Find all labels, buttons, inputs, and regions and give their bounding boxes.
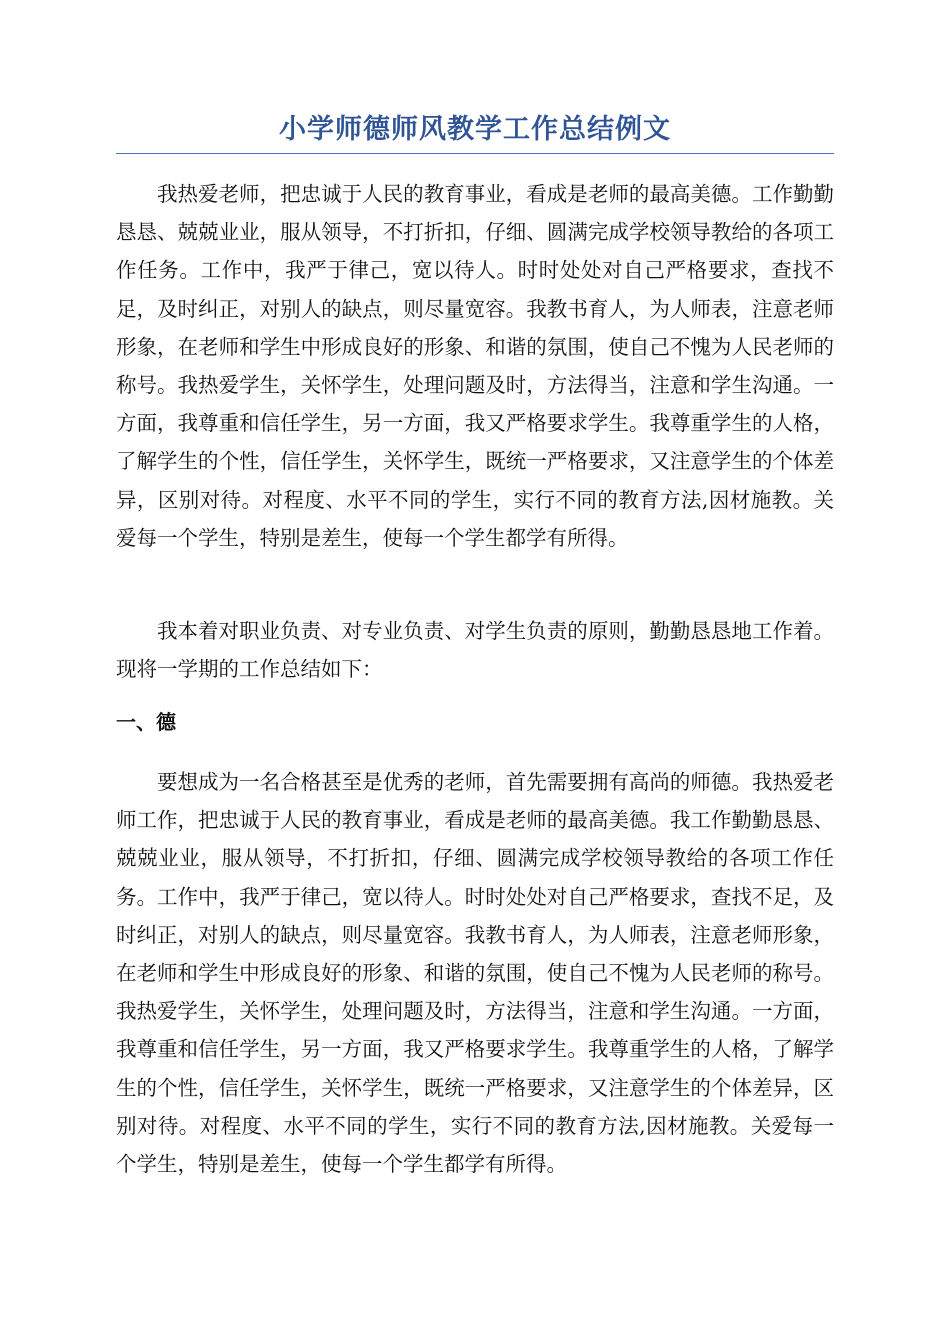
paragraph-intro: 我热爱老师，把忠诚于人民的教育事业，看成是老师的最高美德。工作勤勤恳恳、兢兢业业，服从领导，不打折扣，仔细、圆满完成学校领导教给的各项工作任务。工作中，我严于律己，宽以待人。时时处处对自己严格要求，查找不足，及时纠正，对别人的缺点，则尽量宽容。我教书育人，为人师表，注意老师形象，在老师和学生中形成良好的形象、和谐的氛围，使自己不愧为人民老师的称号。我热爱学生，关怀学生，处理问题及时，方法得当，注意和学生沟通。一方面，我尊重和信任学生，另一方面，我又严格要求学生。我尊重学生的人格，了解学生的个性，信任学生，关怀学生，既统一严格要求，又注意学生的个体差异，区别对待。对程度、水平不同的学生，实行不同的教育方法,因材施教。关爱每一个学生，特别是差生，使每一个学生都学有所得。 [116,182,834,550]
document-title: 小学师德师风教学工作总结例文 [279,114,671,145]
title-block [116,110,834,156]
section-heading-morality: 一、德 [116,710,176,734]
paragraph-summary-lead: 我本着对职业负责、对专业负责、对学生负责的原则，勤勤恳恳地工作着。现将一学期的工作总结如下： [116,619,834,682]
paragraph-morality: 要想成为一名合格甚至是优秀的老师，首先需要拥有高尚的师德。我热爱老师工作，把忠诚于人民的教育事业，看成是老师的最高美德。我工作勤勤恳恳、兢兢业业，服从领导，不打折扣，仔细、圆满完成学校领导教给的各项工作任务。工作中，我严于律己，宽以待人。时时处处对自己严格要求，查找不足，及时纠正，对别人的缺点，则尽量宽容。我教书育人，为人师表，注意老师形象，在老师和学生中形成良好的形象、和谐的氛围，使自己不愧为人民老师的称号。我热爱学生，关怀学生，处理问题及时，方法得当，注意和学生沟通。一方面，我尊重和信任学生，另一方面，我又严格要求学生。我尊重学生的人格，了解学生的个性，信任学生，关怀学生，既统一严格要求，又注意学生的个体差异，区别对待。对程度、水平不同的学生，实行不同的教育方法,因材施教。关爱每一个学生，特别是差生，使每一个学生都学有所得。 [116,770,834,1177]
title-underline [116,153,834,154]
